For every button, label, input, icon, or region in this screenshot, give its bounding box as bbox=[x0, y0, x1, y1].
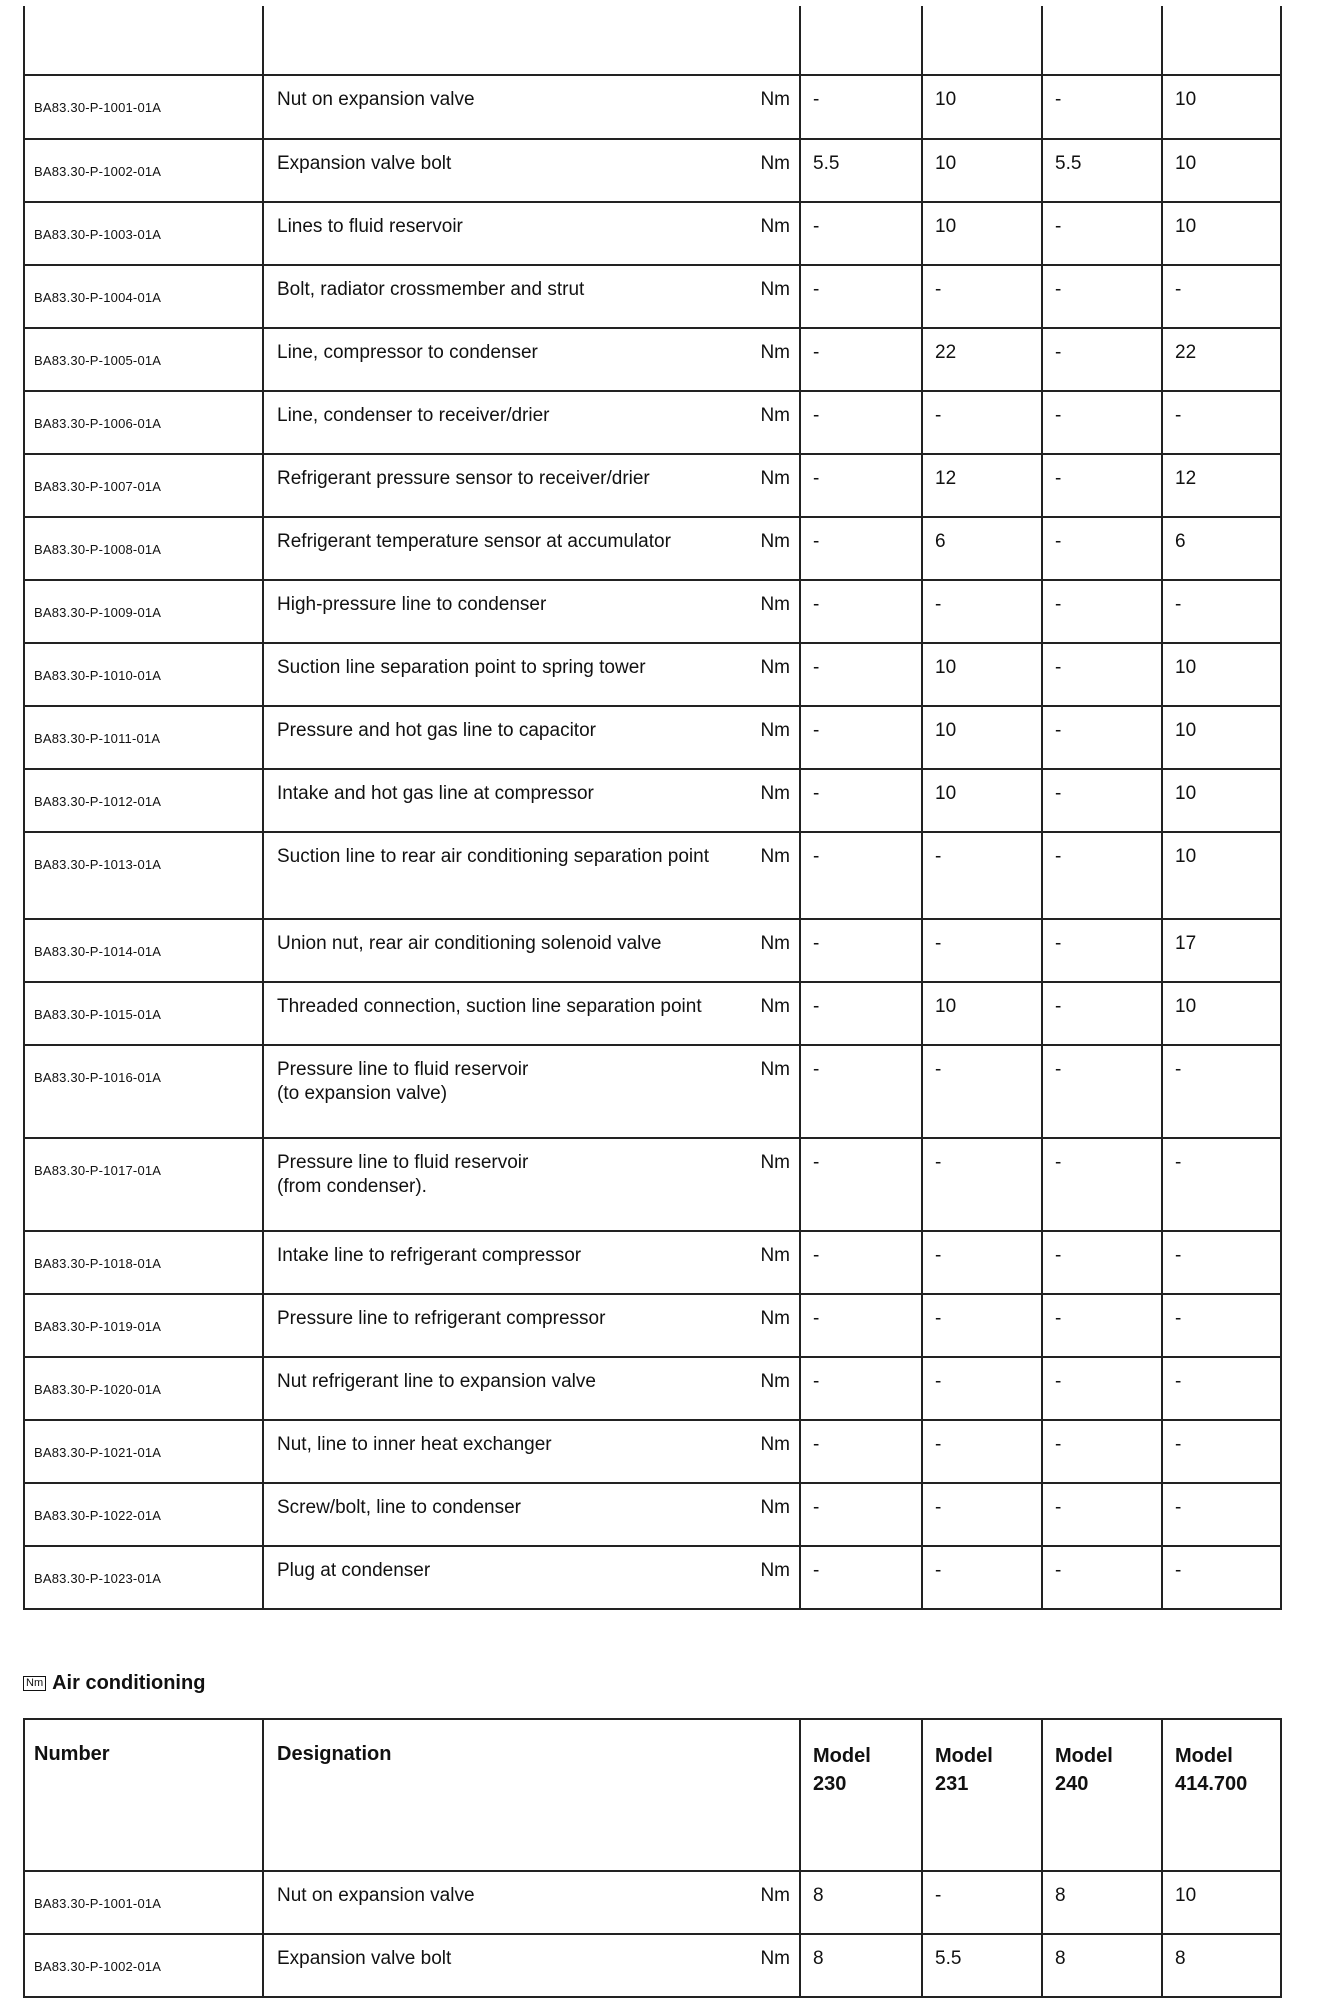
torque-value: - bbox=[800, 328, 922, 391]
cell bbox=[263, 6, 800, 75]
table-row bbox=[24, 769, 1281, 832]
torque-value: 8 bbox=[800, 1871, 922, 1934]
part-number: BA83.30-P-1006-01A bbox=[24, 391, 263, 454]
unit-label: Nm bbox=[760, 153, 790, 174]
torque-value: - bbox=[800, 643, 922, 706]
torque-value: - bbox=[922, 1483, 1042, 1546]
part-number: BA83.30-P-1019-01A bbox=[24, 1294, 263, 1357]
unit-label: Nm bbox=[760, 1152, 790, 1173]
part-number: BA83.30-P-1018-01A bbox=[24, 1231, 263, 1294]
designation-text: Screw/bolt, line to condenser bbox=[277, 1497, 521, 1518]
torque-value: - bbox=[1162, 391, 1281, 454]
torque-value: - bbox=[800, 832, 922, 919]
designation-text: Refrigerant temperature sensor at accumulator bbox=[277, 531, 671, 552]
part-number: BA83.30-P-1020-01A bbox=[24, 1357, 263, 1420]
table-row bbox=[24, 1934, 1281, 1997]
unit-label: Nm bbox=[760, 1059, 790, 1080]
designation-text: Union nut, rear air conditioning solenoid valve bbox=[277, 933, 662, 954]
table-row bbox=[24, 265, 1281, 328]
nm-icon: Nm bbox=[23, 1676, 46, 1691]
torque-value: - bbox=[1162, 265, 1281, 328]
header-model: Model 230 bbox=[800, 1719, 922, 1871]
designation-cell bbox=[263, 1934, 800, 1997]
torque-value: - bbox=[1162, 1546, 1281, 1609]
torque-value: 10 bbox=[1162, 982, 1281, 1045]
torque-value: - bbox=[800, 1420, 922, 1483]
torque-value: 10 bbox=[922, 643, 1042, 706]
torque-value: 17 bbox=[1162, 919, 1281, 982]
torque-value: - bbox=[800, 769, 922, 832]
designation-cell bbox=[263, 517, 800, 580]
part-number: BA83.30-P-1008-01A bbox=[24, 517, 263, 580]
designation-text: Expansion valve bolt bbox=[277, 153, 452, 174]
part-number: BA83.30-P-1015-01A bbox=[24, 982, 263, 1045]
torque-value: - bbox=[800, 1546, 922, 1609]
torque-value: - bbox=[1042, 75, 1162, 139]
unit-label: Nm bbox=[760, 657, 790, 678]
unit-label: Nm bbox=[760, 468, 790, 489]
part-number: BA83.30-P-1009-01A bbox=[24, 580, 263, 643]
torque-value: - bbox=[800, 1045, 922, 1138]
designation-cell bbox=[263, 265, 800, 328]
torque-value: - bbox=[1042, 832, 1162, 919]
part-number: BA83.30-P-1014-01A bbox=[24, 919, 263, 982]
torque-value: - bbox=[922, 1357, 1042, 1420]
unit-label: Nm bbox=[760, 1497, 790, 1518]
torque-value: - bbox=[922, 1138, 1042, 1231]
torque-value: - bbox=[1042, 1294, 1162, 1357]
torque-value: 22 bbox=[1162, 328, 1281, 391]
designation-text: Plug at condenser bbox=[277, 1560, 431, 1581]
table-row bbox=[24, 1871, 1281, 1934]
torque-value: - bbox=[800, 706, 922, 769]
unit-label: Nm bbox=[760, 594, 790, 615]
designation-cell bbox=[263, 202, 800, 265]
torque-value: - bbox=[922, 1294, 1042, 1357]
torque-value: - bbox=[1162, 1045, 1281, 1138]
designation-text: Suction line separation point to spring tower bbox=[277, 657, 646, 678]
designation-cell bbox=[263, 919, 800, 982]
designation-text: Nut on expansion valve bbox=[277, 1885, 475, 1906]
torque-value: - bbox=[800, 454, 922, 517]
torque-value: - bbox=[800, 580, 922, 643]
table-row bbox=[24, 1420, 1281, 1483]
table-row bbox=[24, 706, 1281, 769]
torque-value: - bbox=[1162, 1138, 1281, 1231]
torque-value: 10 bbox=[922, 706, 1042, 769]
torque-value: 5.5 bbox=[1042, 139, 1162, 202]
part-number: BA83.30-P-1001-01A bbox=[24, 1871, 263, 1934]
designation-cell bbox=[263, 1483, 800, 1546]
cell bbox=[922, 6, 1042, 75]
part-number: BA83.30-P-1007-01A bbox=[24, 454, 263, 517]
torque-value: - bbox=[922, 580, 1042, 643]
header-model: Model 240 bbox=[1042, 1719, 1162, 1871]
part-number: BA83.30-P-1003-01A bbox=[24, 202, 263, 265]
torque-value: - bbox=[1042, 982, 1162, 1045]
designation-cell bbox=[263, 1357, 800, 1420]
torque-value: - bbox=[1042, 391, 1162, 454]
designation-text: Suction line to rear air conditioning separation point bbox=[277, 846, 709, 867]
torque-value: 6 bbox=[1162, 517, 1281, 580]
torque-value: 8 bbox=[1042, 1934, 1162, 1997]
section-title-text: Air conditioning bbox=[52, 1672, 206, 1694]
cell bbox=[800, 6, 922, 75]
part-number: BA83.30-P-1022-01A bbox=[24, 1483, 263, 1546]
table-row bbox=[24, 75, 1281, 139]
torque-value: - bbox=[922, 265, 1042, 328]
table-row bbox=[24, 832, 1281, 919]
torque-value: - bbox=[922, 1045, 1042, 1138]
designation-text: Bolt, radiator crossmember and strut bbox=[277, 279, 585, 300]
table-row bbox=[24, 454, 1281, 517]
torque-table-continued bbox=[23, 6, 1282, 1610]
torque-value: - bbox=[922, 1420, 1042, 1483]
designation-text: Refrigerant pressure sensor to receiver/drier bbox=[277, 468, 650, 489]
part-number: BA83.30-P-1013-01A bbox=[24, 832, 263, 919]
part-number: BA83.30-P-1002-01A bbox=[24, 139, 263, 202]
designation-text: Intake line to refrigerant compressor bbox=[277, 1245, 582, 1266]
cell bbox=[1162, 6, 1281, 75]
designation-text: Expansion valve bolt bbox=[277, 1948, 452, 1969]
torque-value: - bbox=[1042, 1231, 1162, 1294]
designation-cell bbox=[263, 139, 800, 202]
designation-cell bbox=[263, 769, 800, 832]
designation-note: (to expansion valve) bbox=[277, 1083, 448, 1104]
table-row bbox=[24, 982, 1281, 1045]
part-number: BA83.30-P-1004-01A bbox=[24, 265, 263, 328]
torque-value: - bbox=[800, 391, 922, 454]
torque-value: - bbox=[800, 1294, 922, 1357]
torque-value: 8 bbox=[1162, 1934, 1281, 1997]
designation-cell bbox=[263, 580, 800, 643]
torque-value: 8 bbox=[1042, 1871, 1162, 1934]
part-number: BA83.30-P-1012-01A bbox=[24, 769, 263, 832]
unit-label: Nm bbox=[760, 405, 790, 426]
designation-text: Nut on expansion valve bbox=[277, 89, 475, 110]
torque-value: - bbox=[922, 832, 1042, 919]
part-number: BA83.30-P-1023-01A bbox=[24, 1546, 263, 1609]
cell bbox=[24, 6, 263, 75]
designation-text: Lines to fluid reservoir bbox=[277, 216, 463, 237]
designation-cell bbox=[263, 1420, 800, 1483]
designation-cell bbox=[263, 1294, 800, 1357]
unit-label: Nm bbox=[760, 1948, 790, 1969]
designation-text: High-pressure line to condenser bbox=[277, 594, 547, 615]
table-row bbox=[24, 580, 1281, 643]
unit-label: Nm bbox=[760, 1885, 790, 1906]
torque-value: - bbox=[922, 391, 1042, 454]
designation-cell bbox=[263, 328, 800, 391]
table-row bbox=[24, 328, 1281, 391]
torque-value: 10 bbox=[1162, 643, 1281, 706]
designation-text: Line, condenser to receiver/drier bbox=[277, 405, 550, 426]
torque-value: 10 bbox=[1162, 832, 1281, 919]
designation-cell bbox=[263, 1871, 800, 1934]
torque-value: - bbox=[1162, 1294, 1281, 1357]
unit-label: Nm bbox=[760, 342, 790, 363]
torque-value: - bbox=[800, 517, 922, 580]
torque-value: - bbox=[1042, 1045, 1162, 1138]
torque-value: - bbox=[922, 919, 1042, 982]
torque-value: 6 bbox=[922, 517, 1042, 580]
cell bbox=[1042, 6, 1162, 75]
part-number: BA83.30-P-1010-01A bbox=[24, 643, 263, 706]
torque-value: - bbox=[922, 1871, 1042, 1934]
table-row bbox=[24, 1546, 1281, 1609]
table-row bbox=[24, 517, 1281, 580]
unit-label: Nm bbox=[760, 1308, 790, 1329]
torque-value: - bbox=[922, 1231, 1042, 1294]
part-number: BA83.30-P-1005-01A bbox=[24, 328, 263, 391]
table-row bbox=[24, 1138, 1281, 1231]
table-row bbox=[24, 139, 1281, 202]
torque-value: 8 bbox=[800, 1934, 922, 1997]
table-row bbox=[24, 1294, 1281, 1357]
unit-label: Nm bbox=[760, 1371, 790, 1392]
designation-text: Pressure line to fluid reservoir bbox=[277, 1059, 529, 1080]
unit-label: Nm bbox=[760, 846, 790, 867]
designation-cell bbox=[263, 982, 800, 1045]
header-model: Model 414.700 bbox=[1162, 1719, 1281, 1871]
torque-value: - bbox=[1042, 580, 1162, 643]
torque-value: - bbox=[1042, 328, 1162, 391]
table-row-continued-header bbox=[24, 6, 1281, 75]
table-row bbox=[24, 919, 1281, 982]
unit-label: Nm bbox=[760, 1245, 790, 1266]
section-title bbox=[23, 1672, 205, 1695]
designation-text: Nut refrigerant line to expansion valve bbox=[277, 1371, 596, 1392]
torque-value: 12 bbox=[1162, 454, 1281, 517]
torque-value: 10 bbox=[1162, 1871, 1281, 1934]
torque-value: - bbox=[1042, 643, 1162, 706]
part-number: BA83.30-P-1017-01A bbox=[24, 1138, 263, 1231]
torque-value: - bbox=[1162, 1231, 1281, 1294]
torque-value: - bbox=[800, 919, 922, 982]
table-row bbox=[24, 1045, 1281, 1138]
designation-cell bbox=[263, 1231, 800, 1294]
designation-cell bbox=[263, 1138, 800, 1231]
table-header-row bbox=[24, 1719, 1281, 1871]
torque-value: - bbox=[1042, 1420, 1162, 1483]
torque-value: 10 bbox=[1162, 75, 1281, 139]
torque-value: - bbox=[1162, 580, 1281, 643]
part-number: BA83.30-P-1011-01A bbox=[24, 706, 263, 769]
table-row bbox=[24, 1231, 1281, 1294]
designation-cell bbox=[263, 454, 800, 517]
torque-value: - bbox=[800, 1231, 922, 1294]
designation-cell bbox=[263, 1546, 800, 1609]
torque-value: 5.5 bbox=[800, 139, 922, 202]
torque-value: - bbox=[1042, 1357, 1162, 1420]
torque-value: 10 bbox=[922, 75, 1042, 139]
torque-value: - bbox=[800, 265, 922, 328]
header-number: Number bbox=[24, 1719, 263, 1871]
designation-text: Intake and hot gas line at compressor bbox=[277, 783, 594, 804]
unit-label: Nm bbox=[760, 216, 790, 237]
torque-value: - bbox=[1042, 706, 1162, 769]
air-conditioning-torque-table bbox=[23, 1718, 1282, 1998]
header-model: Model 231 bbox=[922, 1719, 1042, 1871]
torque-value: - bbox=[800, 75, 922, 139]
torque-value: - bbox=[1042, 1546, 1162, 1609]
part-number: BA83.30-P-1002-01A bbox=[24, 1934, 263, 1997]
torque-value: - bbox=[922, 1546, 1042, 1609]
unit-label: Nm bbox=[760, 89, 790, 110]
designation-text: Pressure and hot gas line to capacitor bbox=[277, 720, 596, 741]
unit-label: Nm bbox=[760, 720, 790, 741]
torque-value: - bbox=[1162, 1483, 1281, 1546]
torque-value: - bbox=[1042, 769, 1162, 832]
torque-value: 10 bbox=[1162, 139, 1281, 202]
torque-value: - bbox=[1162, 1357, 1281, 1420]
table-row bbox=[24, 202, 1281, 265]
designation-text: Nut, line to inner heat exchanger bbox=[277, 1434, 552, 1455]
designation-cell bbox=[263, 643, 800, 706]
torque-value: - bbox=[800, 982, 922, 1045]
unit-label: Nm bbox=[760, 1560, 790, 1581]
unit-label: Nm bbox=[760, 783, 790, 804]
torque-value: - bbox=[1042, 202, 1162, 265]
table-row bbox=[24, 1357, 1281, 1420]
torque-value: 5.5 bbox=[922, 1934, 1042, 1997]
unit-label: Nm bbox=[760, 531, 790, 552]
torque-value: - bbox=[800, 202, 922, 265]
torque-value: 10 bbox=[922, 202, 1042, 265]
unit-label: Nm bbox=[760, 996, 790, 1017]
unit-label: Nm bbox=[760, 933, 790, 954]
torque-value: 22 bbox=[922, 328, 1042, 391]
table-row bbox=[24, 1483, 1281, 1546]
torque-value: - bbox=[800, 1357, 922, 1420]
torque-value: 10 bbox=[922, 982, 1042, 1045]
torque-value: 12 bbox=[922, 454, 1042, 517]
torque-value: - bbox=[1042, 919, 1162, 982]
designation-text: Line, compressor to condenser bbox=[277, 342, 538, 363]
torque-value: - bbox=[1042, 1138, 1162, 1231]
torque-value: 10 bbox=[1162, 202, 1281, 265]
designation-cell bbox=[263, 832, 800, 919]
designation-text: Threaded connection, suction line separation point bbox=[277, 996, 702, 1017]
torque-value: 10 bbox=[922, 139, 1042, 202]
torque-value: - bbox=[1042, 265, 1162, 328]
designation-text: Pressure line to fluid reservoir bbox=[277, 1152, 529, 1173]
designation-text: Pressure line to refrigerant compressor bbox=[277, 1308, 606, 1329]
torque-value: - bbox=[1042, 454, 1162, 517]
designation-cell bbox=[263, 706, 800, 769]
table-row bbox=[24, 643, 1281, 706]
torque-value: 10 bbox=[1162, 769, 1281, 832]
torque-value: - bbox=[800, 1138, 922, 1231]
designation-cell bbox=[263, 75, 800, 139]
part-number: BA83.30-P-1016-01A bbox=[24, 1045, 263, 1138]
unit-label: Nm bbox=[760, 1434, 790, 1455]
torque-value: 10 bbox=[922, 769, 1042, 832]
torque-value: - bbox=[1042, 517, 1162, 580]
designation-cell bbox=[263, 391, 800, 454]
part-number: BA83.30-P-1001-01A bbox=[24, 75, 263, 139]
part-number: BA83.30-P-1021-01A bbox=[24, 1420, 263, 1483]
torque-value: - bbox=[800, 1483, 922, 1546]
header-designation: Designation bbox=[263, 1719, 800, 1871]
designation-cell bbox=[263, 1045, 800, 1138]
torque-value: - bbox=[1162, 1420, 1281, 1483]
table-row bbox=[24, 391, 1281, 454]
torque-value: - bbox=[1042, 1483, 1162, 1546]
unit-label: Nm bbox=[760, 279, 790, 300]
designation-note: (from condenser). bbox=[277, 1176, 427, 1197]
torque-value: 10 bbox=[1162, 706, 1281, 769]
